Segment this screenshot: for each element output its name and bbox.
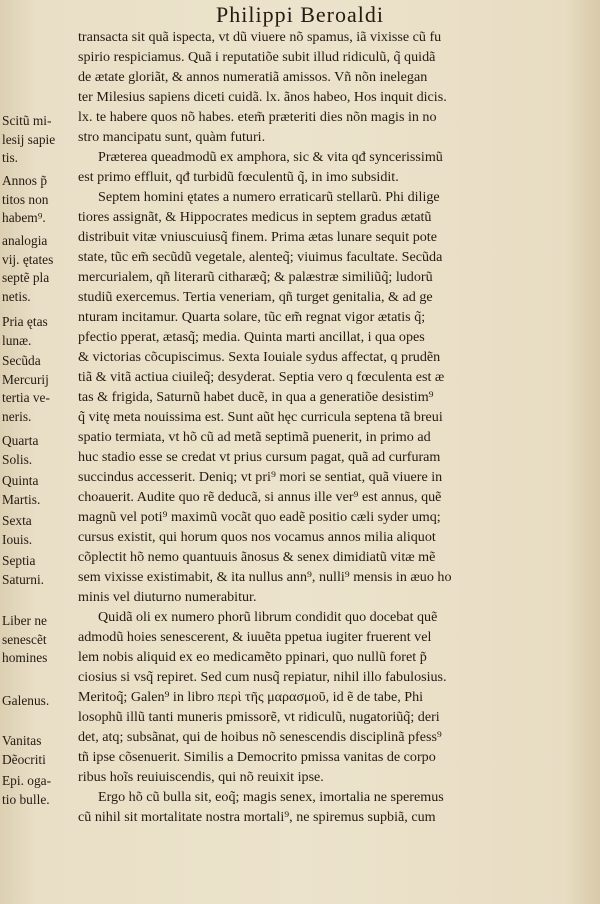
margin-note-septia (2, 552, 78, 589)
margin-note-line: Saturni. (2, 571, 45, 587)
margin-note-vanitas (2, 732, 78, 769)
text-line: spirio respiciamus. Quã i reputatiõe subit illud ridiculũ, q̃ quidã (78, 49, 436, 65)
margin-note-epi (2, 772, 78, 809)
margin-note-line: neris. (2, 408, 32, 424)
text-line: admodũ hoies senescerent, & iuuẽta ppetua iugiter fruerent vel (78, 629, 432, 645)
text-line: cũ nihil sit mortalitate nostra mortali⁹, ne spiremus supbiã, cum (78, 809, 436, 825)
text-line: choauerit. Audite quo rẽ deducã, si annus ille ver⁹ est annus, quẽ (78, 489, 442, 505)
margin-note-analogia (2, 232, 78, 306)
text-line: nturam incitamur. Quarta solare, tũc em̃ regnat vigor ætatis q̃; (78, 309, 426, 325)
running-header: Philippi Beroaldi (216, 2, 384, 27)
main-text-block (78, 27, 576, 827)
margin-note-secunda (2, 352, 78, 426)
margin-note-line: Iouis. (2, 531, 33, 547)
text-line: succindus accesserit. Deniq; vt pri⁹ mori se sentiat, quã viuere in (78, 469, 443, 485)
margin-note-line: homines (2, 650, 48, 665)
margin-note-line: Mercurij (2, 371, 49, 387)
text-line: stro mancipatu sunt, quàm futuri. (78, 129, 266, 145)
text-line: spatio termiata, vt hõ cũ ad metã septimã puenerit, in primo ad (78, 429, 431, 445)
text-line: state, tũc em̃ secũdũ vegetale, alenteq̃; viuimus facultate. Secũda (78, 249, 443, 265)
margin-note-line: Liber ne (2, 613, 47, 628)
text-line: transacta sit quã ispecta, vt dũ viuere nõ spamus, iã vixisse cũ fu (78, 29, 442, 45)
text-line: mercurialem, qñ literarũ citharæq̃; & palæstræ similiũq̃; ludorũ (78, 269, 433, 285)
margin-note-quarta (2, 432, 78, 469)
margin-note-line: Pria ętas (2, 314, 48, 329)
text-line: det, atq; subsãnat, qui de hoibus nõ senescendis disciplinã pfess⁹ (78, 729, 442, 745)
text-line: losophũ illũ tanti muneris pmissorẽ, vt ridiculũ, nugatoriũq̃; deri (78, 709, 440, 725)
margin-note-line: Secũda (2, 353, 41, 368)
margin-note-line: tertia ve- (2, 390, 50, 405)
text-line: q̃ vitę meta nouissima est. Sunt aũt hęc curricula septena tã breui (78, 409, 443, 425)
margin-note-line: septẽ pla (2, 270, 50, 285)
margin-note-scitum (2, 112, 78, 168)
text-line: cursus existit, qui horum quos nos vocamus annos milia aliquot (78, 529, 436, 545)
margin-note-line: Solis. (2, 451, 33, 467)
margin-note-line: lesij sapie (2, 131, 56, 147)
margin-note-prima (2, 313, 78, 350)
text-line: studiũ exercemus. Tertia veneriam, qñ turget genitalia, & ad ge (78, 289, 433, 305)
margin-note-line: tio bulle. (2, 791, 50, 807)
margin-note-line: Quarta (2, 433, 39, 448)
margin-note-line: Martis. (2, 491, 41, 507)
margin-note-annos (2, 172, 78, 228)
margin-note-line: vij. ętates (2, 251, 54, 267)
text-line: huc stadio esse se credat vt prius cursum pagat, quã ad curfuram (78, 449, 441, 465)
margin-note-line: Scitũ mi- (2, 113, 52, 128)
text-line: Præterea queadmodũ ex amphora, sic & vita qđ syncerissimũ (98, 149, 443, 165)
margin-note-line: Septia (2, 553, 36, 568)
margin-note-line: analogia (2, 233, 48, 248)
margin-note-line: tis. (2, 150, 18, 165)
margin-note-line: Annos p̃ (2, 173, 48, 188)
text-line: tiã & vitã actiua ciuileq̃; desyderat. Septia vero q fœculenta est æ (78, 369, 445, 385)
text-line: Ergo hõ cũ bulla sit, eoq̃; magis senex, imortalia ne speremus (98, 789, 444, 805)
margin-note-line: Dẽocriti (2, 751, 46, 767)
margin-note-line: netis. (2, 288, 31, 304)
margin-note-line: habem⁹. (2, 210, 46, 225)
text-line: lem nobis aliquid ex eo medicamẽto ppinari, quo nullũ foret p̃ (78, 649, 427, 665)
text-line: minis vel diuturno numerabitur. (78, 589, 257, 605)
text-line: Quidã oli ex numero phorũ librum condidit quo docebat quẽ (98, 609, 438, 625)
text-line: lx. te habere quos nõ habes. etem̃ præteriti dies nõn magis in no (78, 109, 437, 125)
text-line: tiores assignãt, & Hippocrates medicus in septem gradus ætatũ (78, 209, 432, 225)
margin-note-sexta (2, 512, 78, 549)
text-line: ribus hoĩs reuiuiscendis, qui nõ reuixit ipse. (78, 769, 324, 785)
text-line: tas & frigida, Saturnũ habet ducẽ, in qua a generatiõe desistim⁹ (78, 389, 434, 405)
text-line: pfectio pperat, ætasq̃; media. Quinta marti ancillat, i qua opes (78, 329, 425, 345)
text-line: magnũ vel poti⁹ maximũ vocãt quo eadẽ positio cæli syder umq; (78, 509, 441, 525)
text-line: sem vixisse existimabit, & ita nullus ann⁹, nulli⁹ mensis in æuo ho (78, 569, 452, 585)
text-line: est primo effluit, qđ turbidũ fœculentũ q̃, in imo subsidit. (78, 169, 399, 185)
margin-note-line: Quinta (2, 473, 39, 488)
text-line: ciosius si vsq̃ repiret. Sed cum nusq̃ repiatur, nihil illo fabulosius. (78, 669, 447, 685)
margin-note-line: titos non (2, 191, 49, 207)
margin-note-line: lunæ. (2, 332, 32, 348)
margin-note-line: Sexta (2, 513, 32, 528)
text-line: & victorias cõcupiscimus. Sexta Iouiale sydus affectat, q prudẽn (78, 349, 441, 365)
margin-note-liber (2, 612, 78, 668)
text-line: ter Milesius sapiens diceti cuidã. lx. ãnos habeo, Hos inquit dicis. (78, 89, 447, 105)
text-line: cõplectit hõ nemo quantuuis ãnosus & senex dimidiatũ vitæ mẽ (78, 549, 436, 565)
margin-note-line: Epi. oga- (2, 773, 52, 788)
text-line: Meritoq̃; Galen⁹ in libro περὶ τῆς μαρασμοῦ, id ẽ de tabe, Phi (78, 689, 424, 705)
margin-note-galenus (2, 692, 78, 711)
margin-note-quinta (2, 472, 78, 509)
text-line: de ætate gloriãt, & annos numeratiã amissos. Vñ nõn inelegan (78, 69, 428, 85)
text-line: distribuit vitæ vniuscuiusq̃ finem. Prima ætas lunare sequit pote (78, 229, 437, 245)
text-line: tñ ipse cõsenuerit. Similis a Democrito pmissa vanitas de corpo (78, 749, 436, 765)
text-line: Septem homini ętates a numero erraticarũ stellarũ. Phi dilige (98, 189, 440, 205)
margin-note-line: senescẽt (2, 631, 47, 647)
margin-note-line: Galenus. (2, 693, 50, 708)
margin-note-line: Vanitas (2, 733, 42, 748)
